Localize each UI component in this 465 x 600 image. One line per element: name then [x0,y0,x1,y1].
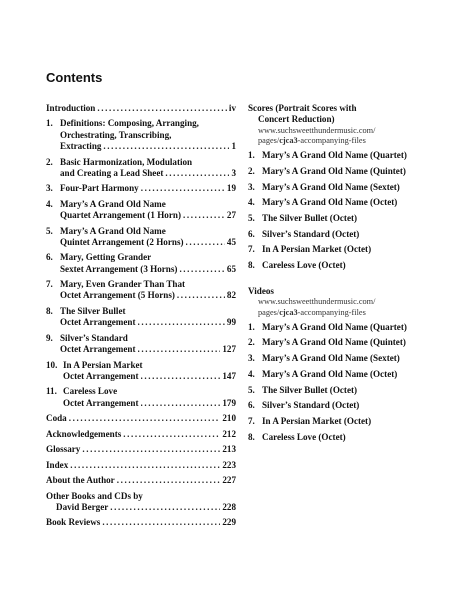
list-item-label: In A Persian Market (Octet) [262,244,372,255]
list-item-number: 8. [248,260,255,271]
list-item[interactable] [248,400,428,411]
chapter-number: 11. [46,386,57,397]
chapter-number: 4. [46,198,53,209]
chapter-title-last-line: Octet Arrangement (5 Horns) [60,290,175,301]
media-right-column [248,103,428,447]
list-item-label: Mary’s A Grand Old Name (Quartet) [262,150,407,161]
chapter-title-line: Mary’s A Grand Old Name [60,198,166,209]
page-number: 65 [226,263,236,274]
chapter-title-last-line: Four-Part Harmony [60,183,139,194]
videos-url-link[interactable]: www.suchsweetthundermusic.com/ pages/cjca3-accompanying-files [258,297,376,317]
page-number: 179 [222,397,236,408]
list-item-number: 2. [248,165,255,176]
list-item-number: 3. [248,353,255,364]
list-item-label: Mary’s A Grand Old Name (Octet) [262,368,398,379]
list-item-label: Mary’s A Grand Old Name (Sextet) [262,353,400,364]
list-item[interactable] [248,337,428,348]
list-item[interactable] [248,244,428,255]
chapter-title-line: Mary, Even Grander Than That [60,279,186,290]
chapter-title-line: Careless Love [63,386,118,397]
toc-entry-chapter[interactable] [46,199,236,222]
chapter-title-last-line: Quintet Arrangement (2 Horns) [60,236,184,247]
list-item-label: Careless Love (Octet) [262,431,346,442]
list-item-number: 6. [248,228,255,239]
list-item-number: 7. [248,415,255,426]
list-item-label: Mary’s A Grand Old Name (Quintet) [262,337,406,348]
page-number: 127 [222,344,236,355]
chapter-title-line: The Silver Bullet [60,305,126,316]
list-item[interactable] [248,213,428,224]
list-item-label: The Silver Bullet (Octet) [262,384,358,395]
toc-entry-chapter[interactable] [46,386,236,409]
chapter-title-last-line: and Creating a Lead Sheet [60,167,164,178]
list-item-label: Careless Love (Octet) [262,260,346,271]
page-title: Contents [46,70,103,85]
chapter-number: 8. [46,305,53,316]
toc-entry-introduction[interactable]: Introduction ..... iv [46,103,236,114]
page-number: 99 [226,317,236,328]
chapter-title-last-line: Octet Arrangement [60,344,136,355]
videos-list [248,322,428,443]
list-item-number: 3. [248,181,255,192]
list-item-label: Mary’s A Grand Old Name (Octet) [262,197,398,208]
chapter-number: 9. [46,332,53,343]
toc-entry-chapter[interactable] [46,183,236,194]
list-item-number: 1. [248,150,255,161]
chapter-title-line: Definitions: Composing, Arranging, [60,118,199,129]
chapter-title-last-line: Octet Arrangement [63,370,139,381]
scores-url-link[interactable]: www.suchsweetthundermusic.com/ pages/cjca3-accompanying-files [258,125,376,146]
toc-entry-chapter[interactable] [46,118,236,152]
list-item-number: 4. [248,368,255,379]
page-number: 147 [222,370,236,381]
toc-entry-chapter[interactable] [46,306,236,329]
list-item-label: The Silver Bullet (Octet) [262,213,358,224]
toc-entry-book-reviews[interactable]: Book Reviews ..... 229 [46,517,236,528]
chapter-title-last-line: Octet Arrangement [60,317,136,328]
toc-entry-chapter[interactable] [46,333,236,356]
page-number: 1 [231,141,236,152]
chapter-title-line: Silver’s Standard [60,332,128,343]
page-number: 19 [226,183,236,194]
chapter-title-line: Basic Harmonization, Modulation [60,156,193,167]
list-item[interactable] [248,166,428,177]
list-item-number: 2. [248,337,255,348]
chapter-number: 2. [46,156,53,167]
list-item-number: 5. [248,384,255,395]
toc-entry-chapter[interactable] [46,252,236,275]
toc-entry-chapter[interactable] [46,226,236,249]
chapter-title-last-line: Octet Arrangement [63,397,139,408]
list-item[interactable] [248,369,428,380]
list-item-label: Mary’s A Grand Old Name (Quintet) [262,165,406,176]
list-item-number: 8. [248,431,255,442]
chapter-title-last-line: Sextet Arrangement (3 Horns) [60,263,178,274]
toc-entry-chapter[interactable] [46,360,236,383]
chapter-title-line: In A Persian Market [63,359,143,370]
chapter-title-last-line: Quartet Arrangement (1 Horn) [60,210,181,221]
list-item[interactable] [248,260,428,271]
chapter-number: 6. [46,252,53,263]
chapter-number: 3. [46,183,53,194]
list-item-number: 5. [248,213,255,224]
toc-left-column [46,103,236,533]
list-item[interactable] [248,353,428,364]
toc-entry-glossary[interactable]: Glossary ..... 213 [46,444,236,455]
list-item[interactable] [248,416,428,427]
list-item-label: Silver’s Standard (Octet) [262,228,360,239]
list-item[interactable] [248,432,428,443]
list-item-number: 7. [248,244,255,255]
toc-entry-index[interactable]: Index ..... 223 [46,460,236,471]
list-item[interactable] [248,322,428,333]
chapter-title-last-line: Extracting [60,141,102,152]
list-item[interactable] [248,385,428,396]
chapter-number: 10. [46,359,58,370]
chapter-number: 5. [46,225,53,236]
list-item-number: 1. [248,321,255,332]
list-item-number: 4. [248,197,255,208]
videos-section-title: Videos [248,285,274,296]
chapter-title-line: Orchestrating, Transcribing, [60,129,172,140]
page-number: 3 [231,167,236,178]
page-number: 45 [226,236,236,247]
chapter-number: 7. [46,279,53,290]
chapter-number: 1. [46,118,53,129]
page-number: 27 [226,210,236,221]
list-item[interactable] [248,229,428,240]
list-item-label: Silver’s Standard (Octet) [262,400,360,411]
toc-entry-coda[interactable]: Coda ..... 210 [46,413,236,424]
toc-entry-other-books[interactable]: Other Books and CDs by David Berger ..... 228 [46,491,236,514]
toc-entry-about-author[interactable]: About the Author ..... 227 [46,475,236,486]
list-item[interactable] [248,197,428,208]
list-item-label: Mary’s A Grand Old Name (Quartet) [262,321,407,332]
list-item-label: Mary’s A Grand Old Name (Sextet) [262,181,400,192]
page-number: 82 [226,290,236,301]
toc-entry-chapter[interactable] [46,279,236,302]
list-item-label: In A Persian Market (Octet) [262,415,372,426]
chapter-title-line: Mary, Getting Grander [60,252,152,263]
list-item[interactable] [248,182,428,193]
list-item-number: 6. [248,400,255,411]
chapter-title-line: Mary’s A Grand Old Name [60,225,166,236]
scores-list [248,150,428,271]
toc-entry-acknowledgements[interactable]: Acknowledgements ..... 212 [46,429,236,440]
scores-section-title: Scores (Portrait Scores with Concert Reduction) [248,103,357,125]
toc-entry-chapter[interactable] [46,157,236,180]
list-item[interactable] [248,150,428,161]
